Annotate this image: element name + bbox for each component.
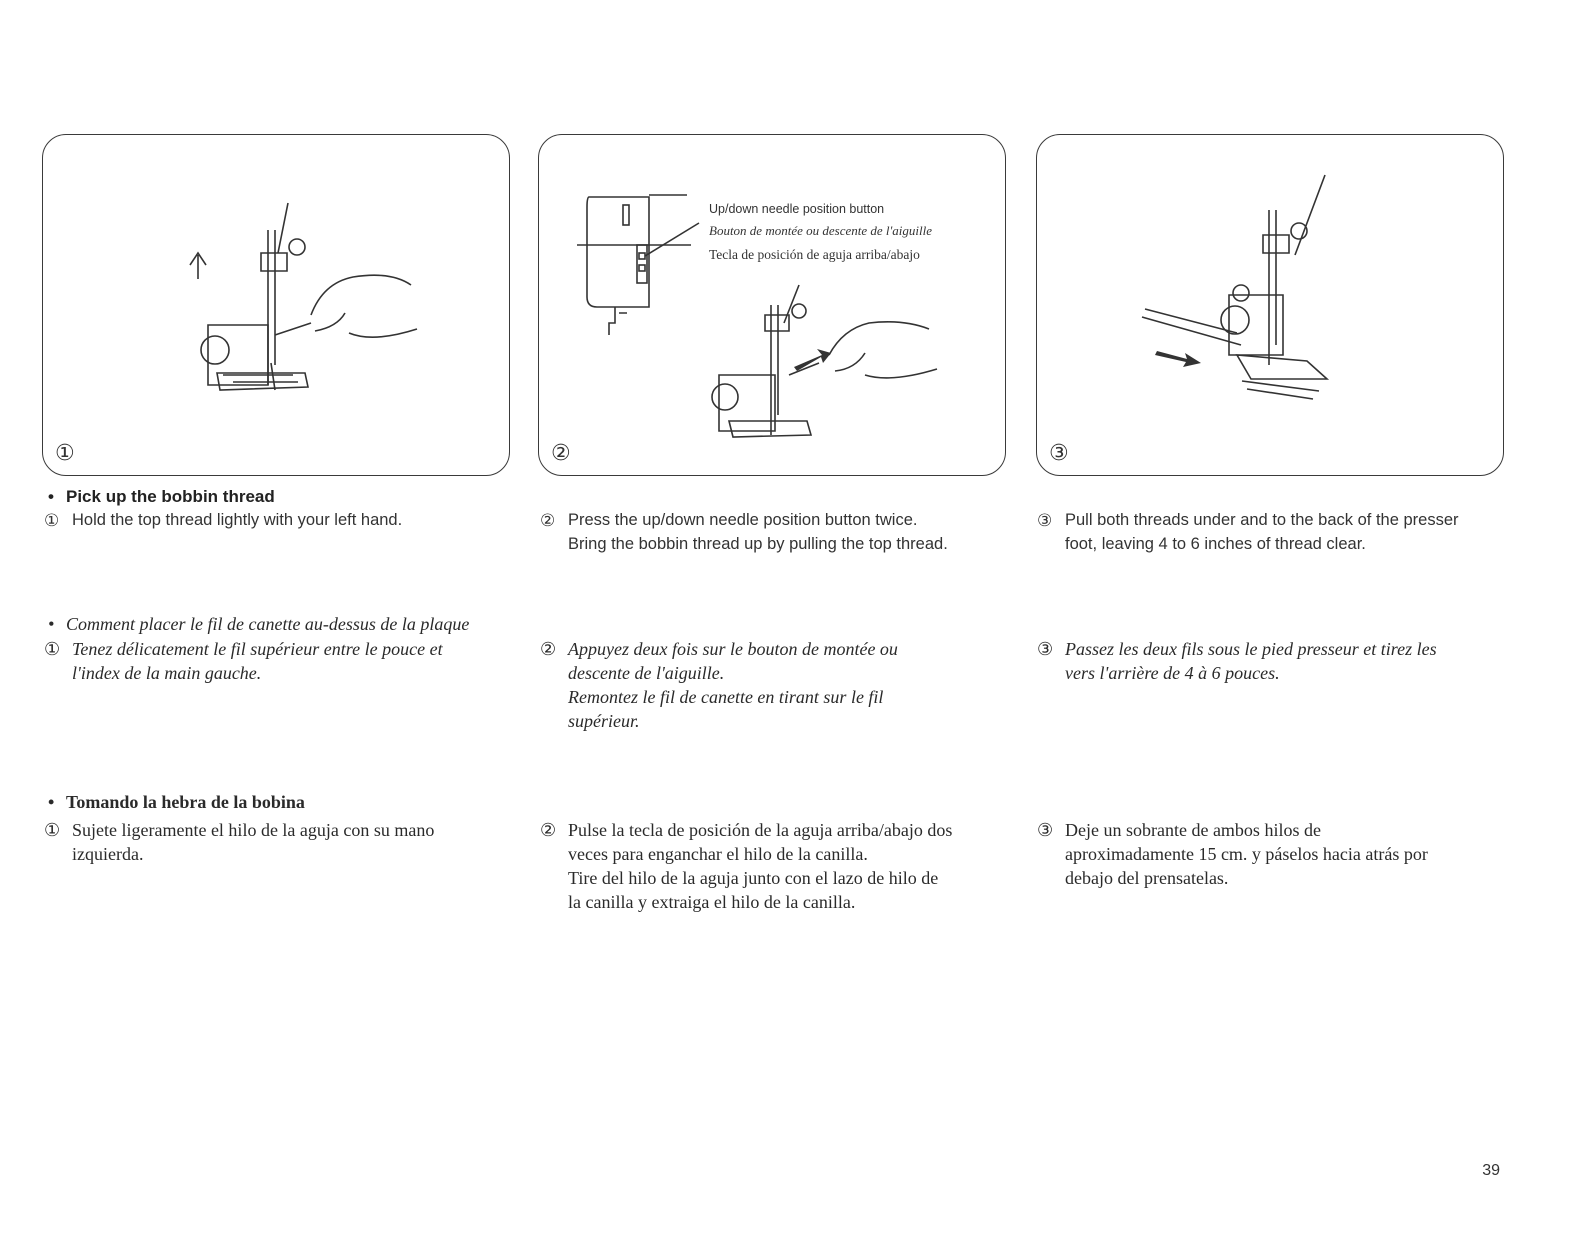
english-section-heading bbox=[48, 487, 275, 507]
spanish-step-3 bbox=[1037, 818, 1512, 890]
page-number: 39 bbox=[1482, 1162, 1500, 1179]
step-text-line: l'index de la main gauche. bbox=[72, 663, 262, 683]
step-text-line: descente de l'aiguille. bbox=[568, 663, 725, 683]
step-text-line: vers l'arrière de 4 à 6 pouces. bbox=[1065, 663, 1280, 683]
step-text-line: Pull both threads under and to the back of the presser bbox=[1065, 511, 1459, 529]
pull-threads-illustration bbox=[1037, 135, 1503, 475]
needle-button-illustration bbox=[539, 135, 1005, 475]
step-text-line: Tenez délicatement le fil supérieur entre le pouce et bbox=[72, 639, 443, 659]
heading-text: Comment placer le fil de canette au-dessus de la plaque bbox=[66, 614, 470, 634]
step-text-line: aproximadamente 15 cm. y páselos hacia atrás por bbox=[1065, 844, 1428, 864]
bullet: • bbox=[48, 487, 54, 506]
french-step-2 bbox=[540, 637, 1015, 733]
needle-button-callout bbox=[709, 199, 1009, 267]
french-section-heading bbox=[48, 614, 469, 635]
step-text-line: Deje un sobrante de ambos hilos de bbox=[1065, 820, 1321, 840]
illustration-panel-2 bbox=[538, 134, 1006, 476]
french-step-3 bbox=[1037, 637, 1512, 685]
step-text-line: la canilla y extraiga el hilo de la canilla. bbox=[568, 892, 856, 912]
callout-spanish: Tecla de posición de aguja arriba/abajo bbox=[709, 247, 920, 262]
bullet: • bbox=[48, 614, 55, 634]
step-number: ③ bbox=[1037, 511, 1053, 531]
step-number: ① bbox=[44, 820, 61, 841]
english-step-2 bbox=[540, 508, 1015, 556]
step-text-line: Remontez le fil de canette en tirant sur le fil bbox=[568, 687, 884, 707]
step-text-line: Appuyez deux fois sur le bouton de montée ou bbox=[568, 639, 898, 659]
step-text-line: debajo del prensatelas. bbox=[1065, 868, 1229, 888]
step-number: ③ bbox=[1037, 820, 1054, 841]
illustration-panel-1 bbox=[42, 134, 510, 476]
step-text-line: Sujete ligeramente el hilo de la aguja con su mano bbox=[72, 820, 435, 840]
step-text-line: izquierda. bbox=[72, 844, 144, 864]
spanish-step-1 bbox=[44, 818, 519, 866]
french-step-1 bbox=[44, 637, 519, 685]
callout-english: Up/down needle position button bbox=[709, 202, 885, 216]
spanish-section-heading bbox=[48, 792, 305, 813]
step-text-line: Hold the top thread lightly with your left hand. bbox=[72, 511, 403, 529]
step-text-line: Press the up/down needle position button twice. bbox=[568, 511, 918, 529]
step-text-line: foot, leaving 4 to 6 inches of thread clear. bbox=[1065, 535, 1366, 553]
step-text-line: Passez les deux fils sous le pied presseur et tirez les bbox=[1065, 639, 1437, 659]
step-number: ① bbox=[44, 639, 61, 660]
bullet: • bbox=[48, 792, 55, 812]
heading-text: Pick up the bobbin thread bbox=[66, 487, 275, 506]
step-number: ③ bbox=[1037, 639, 1054, 660]
step-number: ① bbox=[44, 511, 60, 531]
panel-step-number: ② bbox=[551, 441, 571, 466]
heading-text: Tomando la hebra de la bobina bbox=[66, 792, 305, 812]
panel-step-number: ① bbox=[55, 441, 75, 466]
step-text-line: Pulse la tecla de posición de la aguja arriba/abajo dos bbox=[568, 820, 953, 840]
step-text-line: Tire del hilo de la aguja junto con el lazo de hilo de bbox=[568, 868, 939, 888]
spanish-step-2 bbox=[540, 818, 1015, 914]
english-step-1 bbox=[44, 508, 519, 532]
step-text-line: supérieur. bbox=[568, 711, 640, 731]
pick-up-thread-illustration bbox=[43, 135, 509, 475]
callout-french: Bouton de montée ou descente de l'aiguille bbox=[709, 223, 932, 238]
step-number: ② bbox=[540, 511, 556, 531]
step-text-line: Bring the bobbin thread up by pulling the top thread. bbox=[568, 535, 948, 553]
step-number: ② bbox=[540, 820, 557, 841]
illustration-panel-3 bbox=[1036, 134, 1504, 476]
english-step-3 bbox=[1037, 508, 1512, 556]
step-number: ② bbox=[540, 639, 557, 660]
step-text-line: veces para enganchar el hilo de la canilla. bbox=[568, 844, 868, 864]
panel-step-number: ③ bbox=[1049, 441, 1069, 466]
